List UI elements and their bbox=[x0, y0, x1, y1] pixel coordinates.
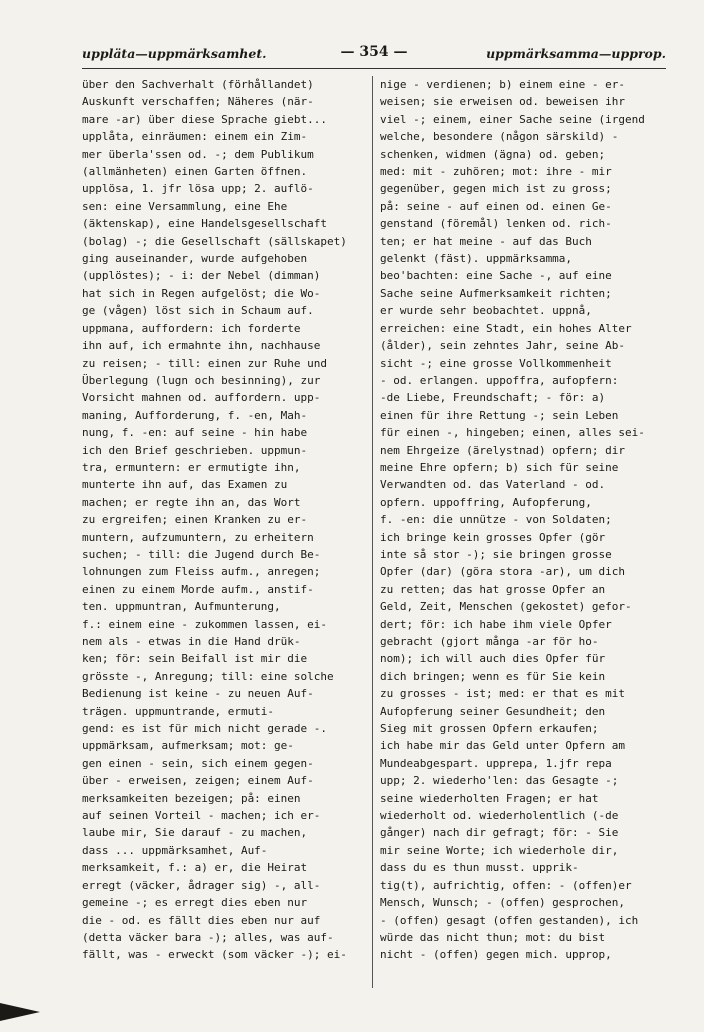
text-line: mare -ar) über diese Sprache giebt... bbox=[82, 112, 328, 126]
text-line: viel -; einem, einer Sache seine (irgend bbox=[380, 112, 645, 126]
text-line: -de Liebe, Freundschaft; - för: a) bbox=[380, 391, 606, 405]
text-line: opfern. uppoffring, Aufopferung, bbox=[380, 495, 592, 509]
text-line: gen einen - sein, sich einem gegen- bbox=[82, 756, 314, 770]
text-line: machen; er regte ihn an, das Wort bbox=[82, 495, 301, 509]
text-line: gånger) nach dir gefragt; för: - Sie bbox=[380, 826, 619, 840]
text-line: Auskunft verschaffen; Näheres (när- bbox=[82, 95, 314, 109]
text-line: nige - verdienen; b) einem eine - er- bbox=[380, 78, 626, 91]
text-line: muntern, aufzumuntern, zu erheitern bbox=[82, 530, 314, 544]
text-line: einen zu einem Morde aufm., anstif- bbox=[82, 582, 314, 596]
text-line: er wurde sehr beobachtet. uppnå, bbox=[380, 304, 592, 318]
text-line: (bolag) -; die Gesellschaft (sällskapet) bbox=[82, 234, 347, 248]
dictionary-page bbox=[82, 40, 666, 1000]
text-line: på: seine - auf einen od. einen Ge- bbox=[380, 199, 612, 213]
text-line: gegenüber, gegen mich ist zu gross; bbox=[380, 182, 612, 196]
right-column bbox=[380, 76, 664, 988]
left-column bbox=[82, 76, 366, 988]
text-line: meine Ehre opfern; b) sich für seine bbox=[380, 460, 619, 474]
text-line: würde das nicht thun; mot: du bist bbox=[380, 930, 606, 944]
text-line: gemeine -; es erregt dies eben nur bbox=[82, 896, 308, 910]
text-line: dass du es thun musst. upprik- bbox=[380, 861, 579, 875]
text-line: zu ergreifen; einen Kranken zu er- bbox=[82, 513, 308, 527]
text-line: med: mit - zuhören; mot: ihre - mir bbox=[380, 165, 612, 179]
text-line: die - od. es fällt dies eben nur auf bbox=[82, 913, 321, 927]
text-line: gebracht (gjort många -ar för ho- bbox=[380, 635, 599, 648]
text-line: Aufopferung seiner Gesundheit; den bbox=[380, 704, 606, 718]
text-line: weisen; sie erweisen od. beweisen ihr bbox=[380, 95, 626, 109]
text-line: gend: es ist für mich nicht gerade -. bbox=[82, 722, 328, 736]
text-line: beo'bachten: eine Sache -, auf eine bbox=[380, 269, 612, 283]
text-line: Bedienung ist keine - zu neuen Auf- bbox=[82, 687, 314, 701]
text-line: genstand (föremål) lenken od. rich- bbox=[380, 217, 612, 231]
text-line: f. -en: die unnütze - von Soldaten; bbox=[380, 513, 612, 527]
text-line: ich habe mir das Geld unter Opfern am bbox=[380, 739, 626, 753]
text-line: upp; 2. wiederho'len: das Gesagte -; bbox=[380, 774, 619, 788]
text-line: wiederholt od. wiederholentlich (-de bbox=[380, 809, 619, 823]
text-line: (äktenskap), eine Handelsgesellschaft bbox=[82, 217, 328, 231]
text-line: Überlegung (lugn och besinning), zur bbox=[82, 373, 321, 387]
text-line: laube mir, Sie darauf - zu machen, bbox=[82, 826, 308, 840]
page-number: — 354 — bbox=[340, 44, 408, 60]
text-line: über den Sachverhalt (förhållandet) bbox=[82, 78, 314, 91]
text-line: auf seinen Vorteil - machen; ich er- bbox=[82, 809, 321, 823]
text-line: gelenkt (fäst). uppmärksamma, bbox=[380, 252, 573, 266]
text-line: (ålder), sein zehntes Jahr, seine Ab- bbox=[380, 339, 626, 353]
text-line: nung, f. -en: auf seine - hin habe bbox=[82, 426, 308, 440]
text-line: mer überla'ssen od. -; dem Publikum bbox=[82, 147, 314, 161]
text-line: ihn auf, ich ermahnte ihn, nachhause bbox=[82, 339, 321, 353]
text-line: - od. erlangen. uppoffra, aufopfern: bbox=[380, 373, 619, 387]
text-line: mir seine Worte; ich wiederhole dir, bbox=[380, 843, 619, 857]
text-line: dich bringen; wenn es für Sie kein bbox=[380, 669, 606, 683]
text-line: Mundeabgespart. upprepa, 1.jfr repa bbox=[380, 756, 612, 770]
header-right-guideword: uppmärksamma—upprop. bbox=[486, 46, 666, 61]
text-line: zu retten; das hat grosse Opfer an bbox=[380, 582, 606, 596]
text-line: maning, Aufforderung, f. -en, Mah- bbox=[82, 408, 308, 422]
text-line: (upplöstes); - i: der Nebel (dimman) bbox=[82, 269, 321, 283]
text-line: ten. uppmuntran, Aufmunterung, bbox=[82, 600, 281, 614]
text-line: grösste -, Anregung; till: eine solche bbox=[82, 669, 334, 683]
text-line: fällt, was - erweckt (som väcker -); ei- bbox=[82, 948, 347, 962]
column-divider bbox=[372, 76, 373, 988]
text-line: uppmana, auffordern: ich forderte bbox=[82, 321, 301, 335]
text-line: über - erweisen, zeigen; einem Auf- bbox=[82, 774, 314, 788]
text-line: tig(t), aufrichtig, offen: - (offen)er bbox=[380, 878, 632, 892]
text-line: uppmärksam, aufmerksam; mot: ge- bbox=[82, 739, 294, 753]
text-line: welche, besondere (någon särskild) - bbox=[380, 130, 619, 144]
text-line: trägen. uppmuntrande, ermuti- bbox=[82, 704, 275, 718]
text-line: merksamkeiten bezeigen; på: einen bbox=[82, 791, 301, 805]
text-line: Sache seine Aufmerksamkeit richten; bbox=[380, 286, 612, 300]
text-line: - (offen) gesagt (offen gestanden), ich bbox=[380, 913, 639, 927]
text-line: zu reisen; - till: einen zur Ruhe und bbox=[82, 356, 328, 370]
text-line: upplösa, 1. jfr lösa upp; 2. auflö- bbox=[82, 182, 314, 196]
text-line: Mensch, Wunsch; - (offen) gesprochen, bbox=[380, 896, 626, 910]
text-line: ich den Brief geschrieben. uppmun- bbox=[82, 443, 308, 457]
text-line: suchen; - till: die Jugend durch Be- bbox=[82, 547, 321, 561]
text-line: ken; för: sein Beifall ist mir die bbox=[82, 652, 308, 666]
corner-mark bbox=[0, 1003, 40, 1021]
text-line: upplåta, einräumen: einem ein Zim- bbox=[82, 130, 308, 144]
text-line: hat sich in Regen aufgelöst; die Wo- bbox=[82, 286, 321, 300]
text-line: ten; er hat meine - auf das Buch bbox=[380, 234, 592, 248]
header-rule bbox=[82, 68, 666, 69]
text-line: inte så stor -); sie bringen grosse bbox=[380, 547, 612, 561]
text-line: sicht -; eine grosse Vollkommenheit bbox=[380, 356, 612, 370]
text-line: nem als - etwas in die Hand drük- bbox=[82, 635, 301, 648]
text-line: merksamkeit, f.: a) er, die Heirat bbox=[82, 861, 308, 875]
text-line: sen: eine Versammlung, eine Ehe bbox=[82, 199, 288, 213]
page-header bbox=[82, 40, 666, 66]
text-line: ge (vågen) löst sich in Schaum auf. bbox=[82, 304, 314, 318]
text-line: Verwandten od. das Vaterland - od. bbox=[380, 478, 606, 492]
text-line: munterte ihn auf, das Examen zu bbox=[82, 478, 288, 492]
text-line: Sieg mit grossen Opfern erkaufen; bbox=[380, 722, 599, 736]
text-line: erreichen: eine Stadt, ein hohes Alter bbox=[380, 321, 632, 335]
text-line: (detta väcker bara -); alles, was auf- bbox=[82, 930, 334, 944]
text-line: seine wiederholten Fragen; er hat bbox=[380, 791, 599, 805]
text-line: nicht - (offen) gegen mich. upprop, bbox=[380, 948, 612, 962]
text-line: lohnungen zum Fleiss aufm., anregen; bbox=[82, 565, 321, 579]
text-line: Vorsicht mahnen od. auffordern. upp- bbox=[82, 391, 321, 405]
text-line: (allmänheten) einen Garten öffnen. bbox=[82, 165, 308, 179]
text-line: schenken, widmen (ägna) od. geben; bbox=[380, 147, 606, 161]
text-line: dert; för: ich habe ihm viele Opfer bbox=[380, 617, 612, 631]
text-line: ging auseinander, wurde aufgehoben bbox=[82, 252, 308, 266]
text-line: einen für ihre Rettung -; sein Leben bbox=[380, 408, 619, 422]
text-line: zu grosses - ist; med: er that es mit bbox=[380, 687, 626, 701]
header-left-guideword: uppläta—uppmärksamhet. bbox=[82, 46, 267, 61]
text-line: f.: einem eine - zukommen lassen, ei- bbox=[82, 617, 328, 631]
text-line: erregt (väcker, ådrager sig) -, all- bbox=[82, 878, 321, 892]
text-line: dass ... uppmärksamhet, Auf- bbox=[82, 843, 268, 857]
text-line: nom); ich will auch dies Opfer für bbox=[380, 652, 606, 666]
text-line: ich bringe kein grosses Opfer (gör bbox=[380, 530, 606, 544]
text-line: Opfer (dar) (göra stora -ar), um dich bbox=[380, 565, 626, 579]
text-line: Geld, Zeit, Menschen (gekostet) gefor- bbox=[380, 600, 632, 614]
text-line: nem Ehrgeize (ärelystnad) opfern; dir bbox=[380, 443, 626, 457]
text-line: tra, ermuntern: er ermutigte ihn, bbox=[82, 460, 301, 474]
text-line: für einen -, hingeben; einen, alles sei- bbox=[380, 426, 645, 440]
